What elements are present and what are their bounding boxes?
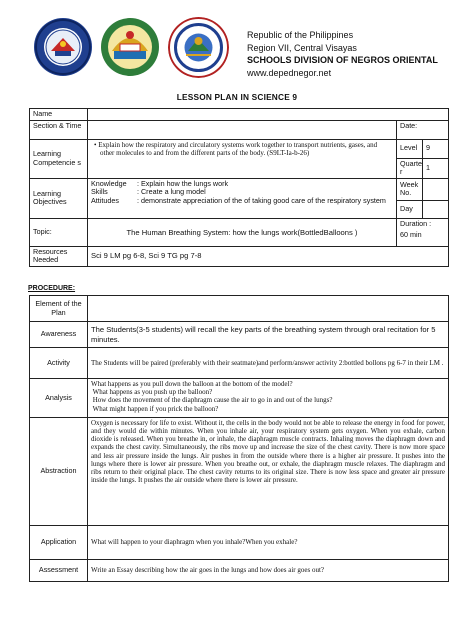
assessment-label: Assessment	[30, 560, 88, 582]
abstraction-text: Oxygen is necessary for life to exist. Without it, the cells in the body would not be able to release the energy in food for power, and they would die within minutes. When you inhale air, your respiratory system gets oxygen. When you exhale, carbon dioxide is released. When you breathe in, or inhale, the diaphragm muscle contracts. Inhaling moves the diaphragm down and expands the chest cavity. Simultaneously, the ribs move up and increase the size of the chest cavity. There is now more space and less air pressure inside the lungs. Air pushes in from the outside where there is a higher air pressure. It pushes into the lungs where there is lower air pressure. When you breathe out, or exhale, the diaphragm muscle relaxes. The diaphragm and ribs return to their original place. The chest cavity returns to its original size. There is now less space and greater air pressure inside the lungs. It pushes the air outside where there is lower air pressure.	[88, 418, 449, 526]
element-header-label: Element of the Plan	[30, 296, 88, 322]
element-header-blank	[88, 296, 449, 322]
name-label: Name	[30, 109, 88, 121]
attitudes-row	[91, 197, 393, 206]
day-value[interactable]	[423, 200, 449, 218]
skills-text: : Create a lung model	[137, 187, 206, 197]
letterhead	[247, 29, 469, 79]
competency-bullet-item: • Explain how the respiratory and circulatory systems work together to transport nutrients, gases, and other molecules to and from the different parts of the body. (S9LT-Ia-b-26)	[94, 140, 378, 157]
topic-label: Topic:	[30, 218, 88, 246]
awareness-label: Awareness	[30, 322, 88, 348]
abstraction-label: Abstraction	[30, 418, 88, 526]
division-seal-logo	[168, 17, 229, 78]
attitudes-text: : demonstrate appreciation of the of taking good care of the respiratory system	[137, 195, 386, 205]
date-label: Date:	[397, 120, 449, 139]
procedure-table	[29, 295, 449, 582]
analysis-question: What happens as you pull down the balloon at the bottom of the model?	[91, 380, 293, 388]
attitudes-label: Attitudes	[91, 195, 119, 205]
procedure-label: PROCEDURE:	[28, 285, 76, 292]
level-label: Level	[397, 139, 423, 158]
quarter-value: 1	[423, 158, 449, 178]
section-time-field[interactable]	[88, 120, 397, 139]
deped-seal-logo	[34, 18, 92, 76]
analysis-question: What happens as you push up the balloon?	[91, 388, 213, 397]
name-field[interactable]	[88, 109, 449, 121]
day-label: Day	[397, 200, 423, 218]
awareness-text: The Students(3-5 students) will recall the key parts of the breathing system through oral recitation for 5 minutes.	[88, 322, 449, 348]
week-value[interactable]	[423, 178, 449, 200]
competencies-label: Learning Competencie s	[30, 139, 88, 178]
application-text: What will happen to your diaphragm when you inhale?When you exhale?	[88, 526, 449, 560]
duration-label: Duration :	[400, 218, 432, 228]
resources-label: Resources Needed	[30, 246, 88, 266]
duration-value: 60 min	[400, 230, 422, 240]
analysis-cell	[88, 379, 449, 418]
application-label: Application	[30, 526, 88, 560]
competency-cell	[88, 139, 397, 178]
lesson-info-table	[29, 108, 449, 267]
country-text: Republic of the Philippines	[247, 30, 354, 40]
division-text: SCHOOLS DIVISION OF NEGROS ORIENTAL	[247, 55, 438, 65]
competency-text: Explain how the respiratory and circulatory systems work together to transport nutrients, gases, and other molecules to and from the different parts of the body. (S9LT-Ia-b-26)	[98, 140, 378, 157]
website-text: www.depednegor.net	[247, 67, 332, 78]
resources-text: Sci 9 LM pg 6-8, Sci 9 TG pg 7-8	[88, 246, 449, 266]
knowledge-text: : Explain how the lungs work	[137, 178, 229, 188]
analysis-question: What might happen if you prick the balloon?	[91, 404, 219, 413]
analysis-label: Analysis	[30, 379, 88, 418]
topic-text: The Human Breathing System: how the lungs work(BottledBalloons )	[88, 218, 397, 246]
page-title: LESSON PLAN IN SCIENCE 9	[176, 92, 298, 102]
quarter-label: Quarte r	[397, 158, 423, 178]
activity-text: The Students will be paired (preferably with their seatmate)and perform/answer activity 2:bottled bollons pg 6-7 in their LM .	[88, 348, 449, 379]
activity-label: Activity	[30, 348, 88, 379]
knowledge-label: Knowledge	[91, 178, 127, 188]
analysis-question: How does the movement of the diaphragm cause the air to go in and out of the lungs?	[91, 396, 333, 405]
assessment-text: Write an Essay describing how the air goes in the lungs and how does air goes out?	[88, 560, 449, 582]
skills-label: Skills	[91, 187, 108, 197]
week-label: Week No.	[397, 178, 423, 200]
duration-cell	[397, 218, 449, 246]
objectives-label: Learning Objectives	[30, 178, 88, 218]
region-text: Region VII, Central Visayas	[247, 42, 357, 53]
section-time-label: Section & Time	[30, 120, 88, 139]
region-seal-logo	[100, 17, 160, 77]
objectives-cell	[88, 178, 397, 218]
level-value: 9	[423, 139, 449, 158]
